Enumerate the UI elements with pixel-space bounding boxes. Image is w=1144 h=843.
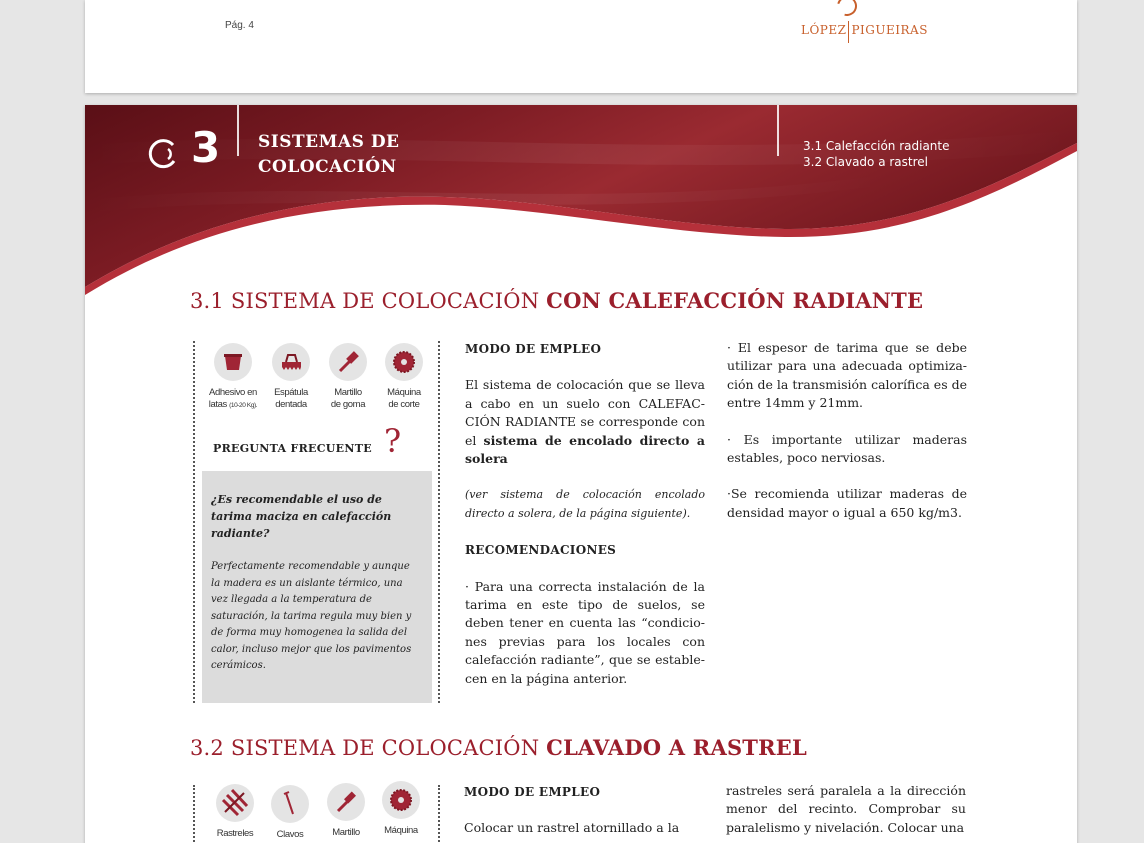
page-number: Pág. 4 [225,20,254,31]
dotted-divider [438,785,440,843]
logo-text-right: PIGUEIRAS [851,23,928,37]
column-continued-3-2 [726,782,966,843]
battens-icon [216,784,254,822]
tool-saw: Máquina [373,781,429,837]
column-recommendations [727,339,967,540]
usage-heading: MODO DE EMPLEO [465,342,602,356]
tool-saw: Máquina de corte [376,343,432,411]
toc-item: 3.1 Calefacción radiante [803,139,950,153]
dotted-divider [438,341,440,703]
rubber-mallet-icon [329,343,367,381]
logo-text-left: LÓPEZ [801,23,847,37]
usage-note: (ver sistema de colocación encolado directo a solera, de la página siguiente). [465,488,705,520]
tool-nails: Clavos [262,785,318,841]
tool-hammer: Martillo [318,783,374,839]
recommendation-paragraph: · Es importante utilizar maderas estables, poco nerviosas. [727,431,967,466]
usage-paragraph: El sistema de colocación que se lleva a cabo en un suelo con CALEFAC-CIÓN RADIANTE se corresponde con el sistema de encolado directo a solera [465,377,705,467]
hammer-icon [327,783,365,821]
faq-heading: PREGUNTA FRECUENTE [213,442,372,455]
toc-item: 3.2 Clavado a rastrel [803,155,928,169]
toc-divider [777,105,779,156]
tool-rubber-mallet: Martillo de goma [320,343,376,411]
question-mark-icon: ? [384,422,402,460]
column-usage [465,340,705,706]
saw-blade-icon [382,781,420,819]
faq-question: ¿Es recomendable el uso de tarima maciza en calefacción radiante? [211,493,392,540]
section-title-3-1: 3.1 SISTEMA DE COLOCACIÓN CON CALEFACCIÓN RADIANTE [190,288,924,313]
chapter-title: SISTEMAS DE COLOCACIÓN [258,132,400,177]
saw-blade-icon [385,343,423,381]
previous-page [85,0,1077,93]
nail-icon [271,785,309,823]
recommendations-heading: RECOMENDACIONES [465,543,617,558]
notched-trowel-icon [272,343,310,381]
document-page [85,105,1077,843]
tool-notched-trowel: Espátula dentada [263,343,319,411]
recommendation-paragraph: · El espesor de tarima que se debe utilizar para una adecuada optimiza-ción de la transmisión calorífica es de entre 14mm y 21mm. [727,340,967,411]
tool-battens: Rastreles [207,784,263,840]
usage-paragraph: rastreles será paralela a la dirección menor del recinto. Comprobar su paralelismo y nivelación. Colocar una [726,783,966,835]
faq-box [202,471,432,703]
dotted-divider [193,341,195,703]
chapter-toc [803,138,950,170]
chapter-number: 3 [191,123,221,172]
chapter-banner [85,105,1077,295]
recommendation-paragraph: · Para una correcta instalación de la tarima en este tipo de suelos, se deben tener en cuenta las “condicio-nes previas para los locales con calefacción radiante”, que se estable-cen en la página anterior. [465,578,705,686]
usage-paragraph: Colocar un rastrel atornillado a la [464,820,680,836]
header-divider [237,105,239,156]
faq-answer: Perfectamente recomendable y aunque la madera es un aislante térmico, una vez llegada a la temperatura de saturación, la tarima regula muy bien y de forma muy homogenea la salida del calor, incluso mejor que los pavimentos cerámicos. [211,561,412,671]
logo-mark-icon [833,0,860,20]
chapter-symbol-icon [147,136,181,170]
section-title-3-2: 3.2 SISTEMA DE COLOCACIÓN CLAVADO A RASTREL [190,735,807,760]
column-usage-3-2 [464,783,704,843]
dotted-divider [193,785,195,843]
usage-heading: MODO DE EMPLEO [464,785,601,799]
recommendation-paragraph: ·Se recomienda utilizar maderas de densidad mayor o igual a 650 kg/m3. [727,486,967,520]
company-logo [799,0,939,46]
adhesive-bucket-icon [214,343,252,381]
tool-adhesive: Adhesivo en latas (10-20 Kg). [205,343,261,412]
